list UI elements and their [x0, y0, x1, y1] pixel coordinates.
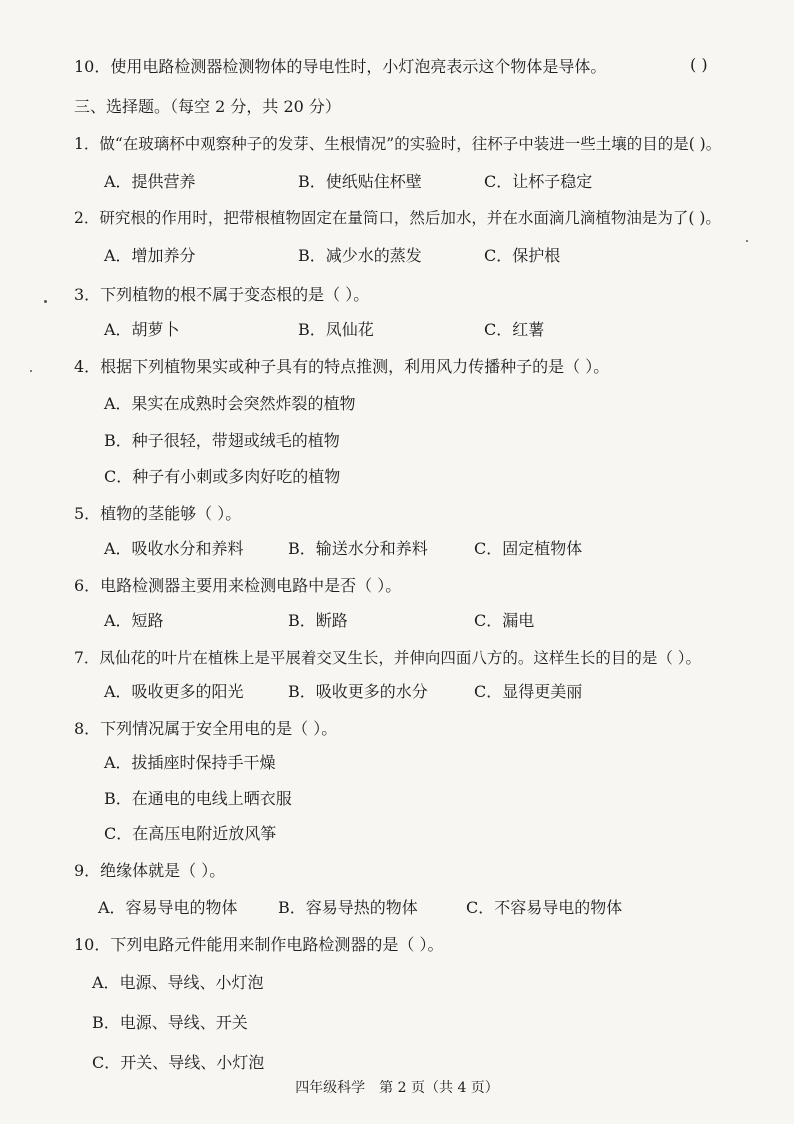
question-6-option-a: A．短路 [104, 611, 164, 630]
question-7-stem: 7．凤仙花的叶片在植株上是平展着交叉生长，并伸向四面八方的。这样生长的目的是（ ）。 [74, 649, 702, 667]
question-5-option-a: A．吸收水分和养料 [104, 539, 244, 558]
section-title: 三、选择题。（每空 2 分，共 20 分） [74, 97, 341, 116]
question-8-stem: 8．下列情况属于安全用电的是（ ）。 [74, 719, 338, 738]
question-6-option-b: B．断路 [288, 611, 348, 630]
question-2-option-c: C．保护根 [484, 246, 561, 265]
question-4-option-a: A．果实在成熟时会突然炸裂的植物 [104, 394, 356, 413]
question-5-option-c: C．固定植物体 [474, 539, 583, 558]
question-7-option-c: C．显得更美丽 [474, 682, 583, 701]
question-8-option-b: B．在通电的电线上晒衣服 [104, 789, 292, 808]
question-10-option-b: B．电源、导线、开关 [92, 1013, 248, 1032]
answer-blank: ( ) [690, 55, 708, 74]
question-1-option-c: C．让杯子稳定 [484, 172, 593, 191]
question-2-option-a: A．增加养分 [104, 246, 196, 265]
scan-speck [30, 370, 32, 372]
page-footer: 四年级科学 第 2 页（共 4 页） [295, 1080, 499, 1096]
question-8-option-a: A．拔插座时保持手干燥 [104, 753, 276, 772]
question-1-stem: 1．做“在玻璃杯中观察种子的发芽、生根情况”的实验时，往杯子中装进一些土壤的目的是( )。 [74, 135, 722, 153]
question-9-stem: 9．绝缘体就是（ ）。 [74, 861, 226, 880]
question-1-option-a: A．提供营养 [104, 172, 196, 191]
question-8-option-c: C．在高压电附近放风筝 [104, 824, 277, 843]
question-10-stem: 10．下列电路元件能用来制作电路检测器的是（ ）。 [74, 935, 444, 954]
question-4-option-c: C．种子有小刺或多肉好吃的植物 [104, 467, 341, 486]
scan-speck [44, 300, 47, 303]
true-false-item-10: 10．使用电路检测器检测物体的导电性时，小灯泡亮表示这个物体是导体。 [74, 57, 607, 76]
question-6-stem: 6．电路检测器主要用来检测电路中是否（ ）。 [74, 576, 402, 595]
question-5-stem: 5．植物的茎能够（ ）。 [74, 504, 242, 523]
question-2-stem: 2．研究根的作用时，把带根植物固定在量筒口，然后加水，并在水面滴几滴植物油是为了( )。 [74, 209, 721, 227]
question-3-option-a: A．胡萝卜 [104, 320, 180, 339]
question-9-option-a: A．容易导电的物体 [98, 898, 238, 917]
question-10-option-c: C．开关、导线、小灯泡 [92, 1053, 265, 1072]
question-3-stem: 3．下列植物的根不属于变态根的是（ ）。 [74, 285, 370, 304]
question-3-option-b: B．凤仙花 [298, 320, 374, 339]
question-5-option-b: B．输送水分和养料 [288, 539, 428, 558]
question-4-stem: 4．根据下列植物果实或种子具有的特点推测，利用风力传播种子的是（ ）。 [74, 357, 610, 376]
question-3-option-c: C．红薯 [484, 320, 545, 339]
question-9-option-b: B．容易导热的物体 [278, 898, 418, 917]
question-7-option-b: B．吸收更多的水分 [288, 682, 428, 701]
scan-speck [746, 240, 748, 242]
question-10-option-a: A．电源、导线、小灯泡 [92, 973, 264, 992]
question-4-option-b: B．种子很轻，带翅或绒毛的植物 [104, 431, 340, 450]
question-9-option-c: C．不容易导电的物体 [466, 898, 623, 917]
question-7-option-a: A．吸收更多的阳光 [104, 682, 244, 701]
question-6-option-c: C．漏电 [474, 611, 535, 630]
question-2-option-b: B．减少水的蒸发 [298, 246, 422, 265]
question-1-option-b: B．使纸贴住杯壁 [298, 172, 422, 191]
